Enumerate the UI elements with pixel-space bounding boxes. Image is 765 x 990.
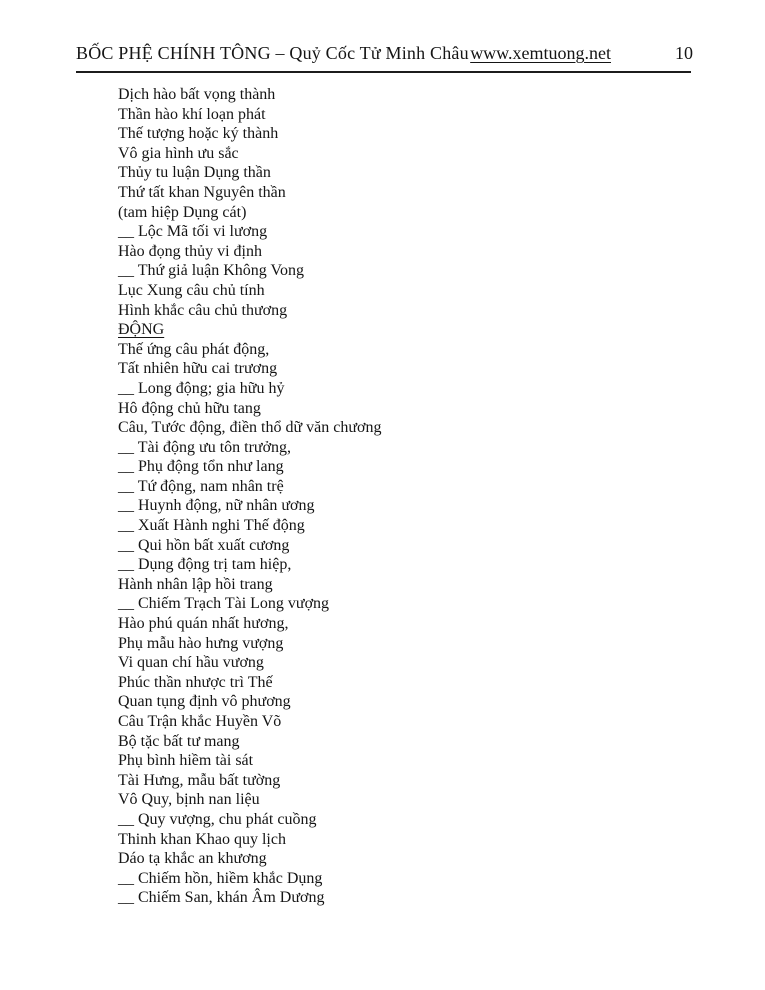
poem-line: ĐỘNG — [118, 321, 165, 339]
poem-line: __ Chiếm San, khán Âm Dương — [118, 889, 325, 907]
poem-line: __ Qui hồn bất xuất cương — [118, 536, 290, 554]
poem-line: Thế ứng câu phát động, — [118, 340, 270, 358]
poem-line: Phụ bình hiềm tài sát — [118, 752, 254, 770]
poem-line: __ Dụng động trị tam hiệp, — [118, 556, 292, 574]
poem-line: Vi quan chí hầu vương — [118, 654, 264, 672]
poem-line: Hào đọng thủy vi định — [118, 242, 262, 260]
poem-line: __ Phụ động tổn như lang — [118, 458, 284, 476]
header-divider — [76, 71, 691, 73]
website-link[interactable]: www.xemtuong.net — [470, 43, 611, 63]
poem-line: Hành nhân lập hồi trang — [118, 575, 273, 593]
poem-line: Tài Hưng, mẫu bất tường — [118, 771, 281, 789]
poem-line: Phúc thần nhược trì Thế — [118, 673, 273, 691]
poem-line: Câu Trận khắc Huyền Võ — [118, 713, 282, 730]
page-header — [76, 43, 693, 64]
poem-line: Vô gia hình ưu sắc — [118, 144, 239, 162]
poem-line: Bộ tặc bất tư mang — [118, 732, 240, 750]
poem-line: Vô Quy, bịnh nan liệu — [118, 791, 260, 809]
poem-line: __ Long động; gia hữu hỷ — [118, 379, 285, 397]
poem-line: __ Chiếm hồn, hiềm khắc Dụng — [118, 869, 323, 887]
document-title: BỐC PHỆ CHÍNH TÔNG – Quỷ Cốc Tử Minh Châu — [76, 43, 469, 63]
poem-line: Tất nhiên hữu cai trương — [118, 360, 278, 378]
poem-line: __ Tứ động, nam nhân trệ — [118, 477, 284, 495]
poem-line: Dịch hào bất vọng thành — [118, 86, 276, 103]
poem-line: __ Thứ giả luận Không Vong — [118, 262, 305, 280]
poem-line: Phụ mẫu hào hưng vượng — [118, 634, 284, 652]
poem-line: Thứ tất khan Nguyên thần — [118, 183, 286, 201]
poem-line: Thủy tu luận Dụng thần — [118, 164, 271, 182]
poem-line: Quan tụng định vô phương — [118, 693, 291, 711]
poem-line: Hình khắc câu chủ thương — [118, 301, 288, 319]
poem-line: __ Xuất Hành nghi Thế động — [118, 517, 305, 535]
poem-line: Hào phú quán nhất hương, — [118, 615, 289, 633]
poem-line: Thế tượng hoặc ký thành — [118, 125, 279, 143]
poem-line: __ Lộc Mã tối vi lương — [118, 223, 268, 241]
poem-line: Hô động chủ hữu tang — [118, 399, 261, 417]
poem-line: Lục Xung câu chủ tính — [118, 281, 265, 299]
poem-line: __ Tài động ưu tôn trưởng, — [118, 438, 292, 456]
poem-line: Thinh khan Khao quy lịch — [118, 830, 286, 848]
poem-line: Dáo tạ khắc an khương — [118, 850, 267, 868]
page-number: 10 — [675, 43, 693, 63]
poem-line: __ Huynh động, nữ nhân ương — [118, 497, 315, 515]
poem-line: __ Chiếm Trạch Tài Long vượng — [118, 595, 330, 613]
poem-text-block — [118, 85, 725, 908]
poem-line: Câu, Tước động, điền thổ dữ văn chương — [118, 419, 382, 437]
poem-line: Thần hào khí loạn phát — [118, 105, 266, 123]
poem-line: (tam hiệp Dụng cát) — [118, 203, 247, 221]
poem-line: __ Quy vượng, chu phát cuồng — [118, 810, 317, 828]
